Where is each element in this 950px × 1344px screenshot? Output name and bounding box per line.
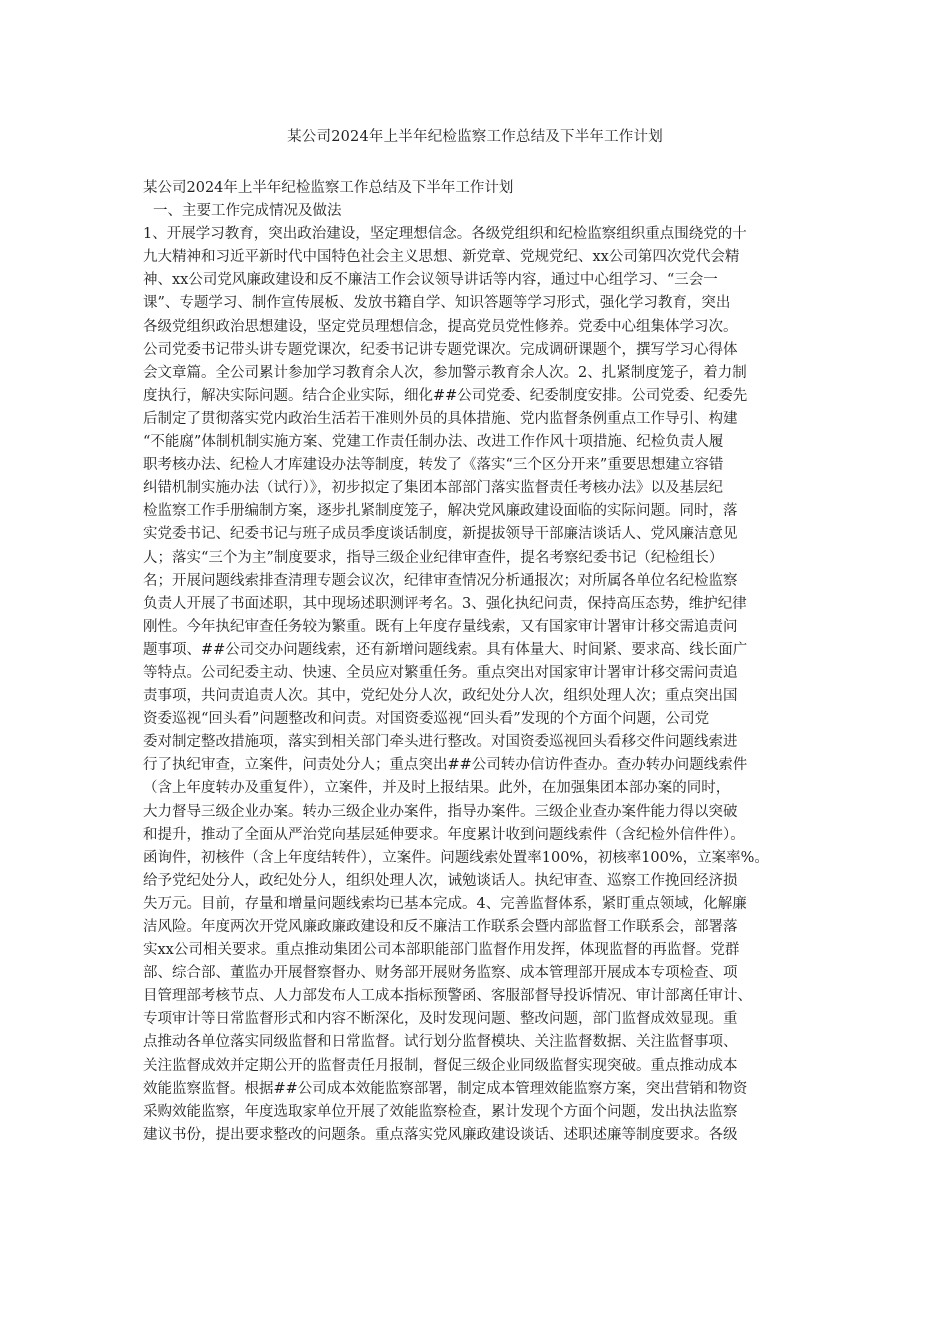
body-paragraph [143, 223, 808, 1147]
body-line: 人；落实“三个为主”制度要求，指导三级企业纪律审查件，提名考察纪委书记（纪检组长） [143, 549, 724, 566]
body-line: 题事项、##公司交办问题线索，还有新增问题线索。具有体量大、时间紧、要求高、线长面广 [143, 641, 748, 658]
body-line: 后制定了贯彻落实党内政治生活若干准则外员的具体措施、党内监督条例重点工作导引、构建 [143, 410, 738, 427]
body-line: 采购效能监察，年度选取家单位开展了效能监察检查，累计发现个方面个问题，发出执法监察 [143, 1103, 738, 1120]
body-line: 刚性。今年执纪审查任务较为繁重。既有上年度存量线索，又有国家审计署审计移交需追责问 [143, 618, 738, 635]
body-line: 实党委书记、纪委书记与班子成员季度谈话制度，新提拔领导干部廉洁谈话人、党风廉洁意见 [143, 526, 738, 543]
body-line: 行了执纪审查，立案件，问责处分人；重点突出##公司转办信访件查办。查办转办问题线索件 [143, 757, 748, 774]
body-line: 洁风险。年度两次开党风廉政廉政建设和反不廉洁工作联系会暨内部监督工作联系会，部署落 [143, 919, 738, 935]
body-line: 资委巡视“回头看”问题整改和问责。对国资委巡视“回头看”发现的个方面个问题，公司党 [143, 711, 710, 728]
body-line: 建议书份，提出要求整改的问题条。重点落实党风廉政建设谈话、述职述廉等制度要求。各级 [143, 1126, 738, 1143]
body-line: 课”、专题学习、制作宣传展板、发放书籍自学、知识答题等学习形式，强化学习教育，突出 [143, 295, 731, 312]
body-line: 点推动各单位落实同级监督和日常监督。试行划分监督模块、关注监督数据、关注监督事项、 [143, 1034, 738, 1051]
body-line: 委对制定整改措施项，落实到相关部门牵头进行整改。对国资委巡视回头看移交件问题线索进 [143, 734, 738, 751]
body-line: 效能监察监督。根据##公司成本效能监察部署，制定成本管理效能监察方案，突出营销和物资 [143, 1080, 748, 1097]
body-line: 和提升，推动了全面从严治党向基层延伸要求。年度累计收到问题线索件（含纪检外信件件）。 [143, 826, 745, 843]
body-line: 纠错机制实施办法（试行）》，初步拟定了集团本部部门落实监督责任考核办法》以及基层纪 [143, 480, 723, 497]
body-line: 关注监督成效并定期公开的监督责任月报制，督促三级企业同级监督实现突破。重点推动成本 [143, 1057, 738, 1074]
body-line: 度执行，解决实际问题。结合企业实际，细化##公司党委、纪委制度安排。公司党委、纪委先 [143, 387, 748, 404]
body-line: 给予党纪处分人，政纪处分人，组织处理人次，诫勉谈话人。执纪审查、巡察工作挽回经济损 [143, 872, 738, 889]
body-line: 九大精神和习近平新时代中国特色社会主义思想、新党章、党规党纪、xx公司第四次党代会精 [143, 249, 740, 266]
body-line: 会文章篇。全公司累计参加学习教育余人次，参加警示教育余人次。2、扎紧制度笼子，着力制 [143, 364, 747, 381]
body-line: 责事项，共问责追责人次。其中，党纪处分人次，政纪处分人次，组织处理人次；重点突出国 [143, 688, 738, 705]
body-line: 神、xx公司党风廉政建设和反不廉洁工作会议领导讲话等内容，通过中心组学习、“三会一 [143, 272, 718, 289]
body-line: 名；开展问题线索排查清理专题会议次，纪律审查情况分析通报次；对所属各单位名纪检监察 [143, 572, 738, 589]
body-line: 函询件，初核件（含上年度结转件），立案件。问题线索处置率100%，初核率100%，立案率%。 [143, 849, 769, 866]
body-line: 等特点。公司纪委主动、快速、全员应对繁重任务。重点突出对国家审计署审计移交需问责追 [143, 664, 738, 681]
body-line: 专项审计等日常监督形式和内容不断深化，及时发现问题、整改问题，部门监督成效显现。重 [143, 1011, 738, 1028]
document-body [143, 177, 808, 1147]
body-line: 职考核办法、纪检人才库建设办法等制度，转发了《落实“三个区分开来”重要思想建立容错 [143, 457, 724, 474]
section-heading: 一、主要工作完成情况及做法 [153, 203, 342, 220]
body-line: 各级党组织政治思想建设，坚定党员理想信念，提高党员党性修养。党委中心组集体学习次。 [143, 318, 738, 335]
body-line: 部、综合部、董监办开展督察督办、财务部开展财务监察、成本管理部开展成本专项检查、项 [143, 965, 738, 982]
body-line: 公司党委书记带头讲专题党课次，纪委书记讲专题党课次。完成调研课题个，撰写学习心得体 [143, 341, 738, 358]
body-line: 目管理部考核节点、人力部发布人工成本指标预警函、客服部督导投诉情况、审计部离任审计、 [143, 988, 752, 1005]
page-header-title: 某公司2024年上半年纪检监察工作总结及下半年工作计划 [287, 129, 663, 145]
body-line: “不能腐”体制机制实施方案、党建工作责任制办法、改进工作作风十项措施、纪检负责人履 [143, 434, 724, 451]
body-line: 负责人开展了书面述职，其中现场述职测评考名。3、强化执纪问责，保持高压态势，维护纪律 [143, 595, 747, 612]
body-line: 检监察工作手册编制方案，逐步扎紧制度笼子，解决党风廉政建设面临的实际问题。同时，落 [143, 503, 738, 520]
body-line: 大力督导三级企业办案。转办三级企业办案件，指导办案件。三级企业查办案件能力得以突破 [143, 803, 738, 820]
body-line: 实xx公司相关要求。重点推动集团公司本部职能部门监督作用发挥，体现监督的再监督。党群 [143, 942, 740, 959]
document-title-line: 某公司2024年上半年纪检监察工作总结及下半年工作计划 [143, 180, 514, 196]
body-line: （含上年度转办及重复件），立案件，并及时上报结果。此外，在加强集团本部办案的同时， [143, 780, 731, 797]
body-line: 失万元。目前，存量和增量问题线索均已基本完成。4、完善监督体系，紧盯重点领域，化解廉 [143, 895, 747, 912]
body-line: 1、开展学习教育，突出政治建设，坚定理想信念。各级党组织和纪检监察组织重点围绕党的十 [143, 226, 747, 243]
